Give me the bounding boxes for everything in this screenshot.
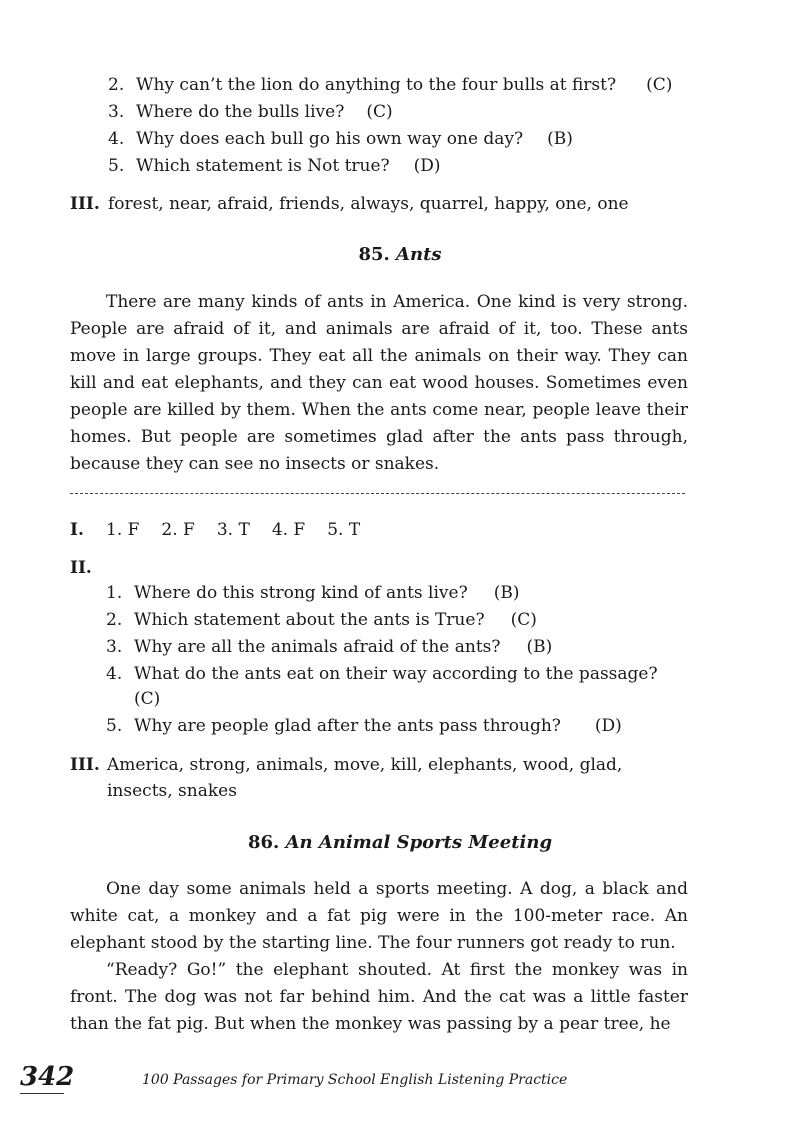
passage85-section3: III. America, strong, animals, move, kill, elephants, wood, glad,	[70, 755, 623, 775]
passage85-section1: I. 1. F 2. F 3. T 4. F 5. T	[70, 520, 361, 540]
p85-q2: 2. Which statement about the ants is True? (C)	[106, 610, 537, 630]
prev-q4: 4. Why does each bull go his own way one day? (B)	[108, 129, 573, 149]
passage85-heading: 85. Ants	[358, 244, 442, 265]
passage86-text: One day some animals held a sports meeting. A dog, a black and white cat, a monkey and a fat pig were in the 100-meter race. An elephant stood by the starting line. The four runners got ready to run. “Ready? Go!” the elephant shouted. At first the monkey was in front. The dog was not far behind him. And the cat was a little faster than the fat pig. But when the monkey was passing by a pear tree, he	[70, 879, 688, 1034]
p85-q4-answer: (C)	[134, 689, 161, 709]
page-number-rule	[20, 1093, 64, 1094]
passage85-section2-label: II.	[70, 558, 92, 578]
prev-q2: 2. Why can’t the lion do anything to the four bulls at first? (C)	[108, 75, 673, 95]
prev-q3: 3. Where do the bulls live? (C)	[108, 102, 393, 122]
passage86-heading: 86. An Animal Sports Meeting	[247, 832, 553, 853]
book-title: 100 Passages for Primary School English Listening Practice	[142, 1072, 568, 1088]
page-number: 342	[20, 1062, 75, 1092]
prev-q5: 5. Which statement is Not true? (D)	[108, 156, 441, 176]
p85-q5: 5. Why are people glad after the ants pass through? (D)	[106, 716, 622, 736]
prev-section3: III. forest, near, afraid, friends, always, quarrel, happy, one, one	[70, 194, 629, 214]
p85-q3: 3. Why are all the animals afraid of the ants? (B)	[106, 637, 553, 657]
passage85-section3-cont: insects, snakes	[107, 781, 237, 801]
p85-q1: 1. Where do this strong kind of ants live? (B)	[106, 583, 520, 603]
passage85-text: There are many kinds of ants in America. One kind is very strong. People are afraid of it, and animals are afraid of it, too. These ants move in large groups. They eat all the animals on their way. They can kill and eat elephants, and they can eat wood houses. Sometimes even people are killed by them. When the ants come near, people leave their homes. But people are sometimes glad after the ants pass through, because they can see no insects or snakes.	[70, 292, 688, 474]
section-divider	[70, 493, 685, 494]
p85-q4: 4. What do the ants eat on their way according to the passage?	[106, 664, 658, 684]
